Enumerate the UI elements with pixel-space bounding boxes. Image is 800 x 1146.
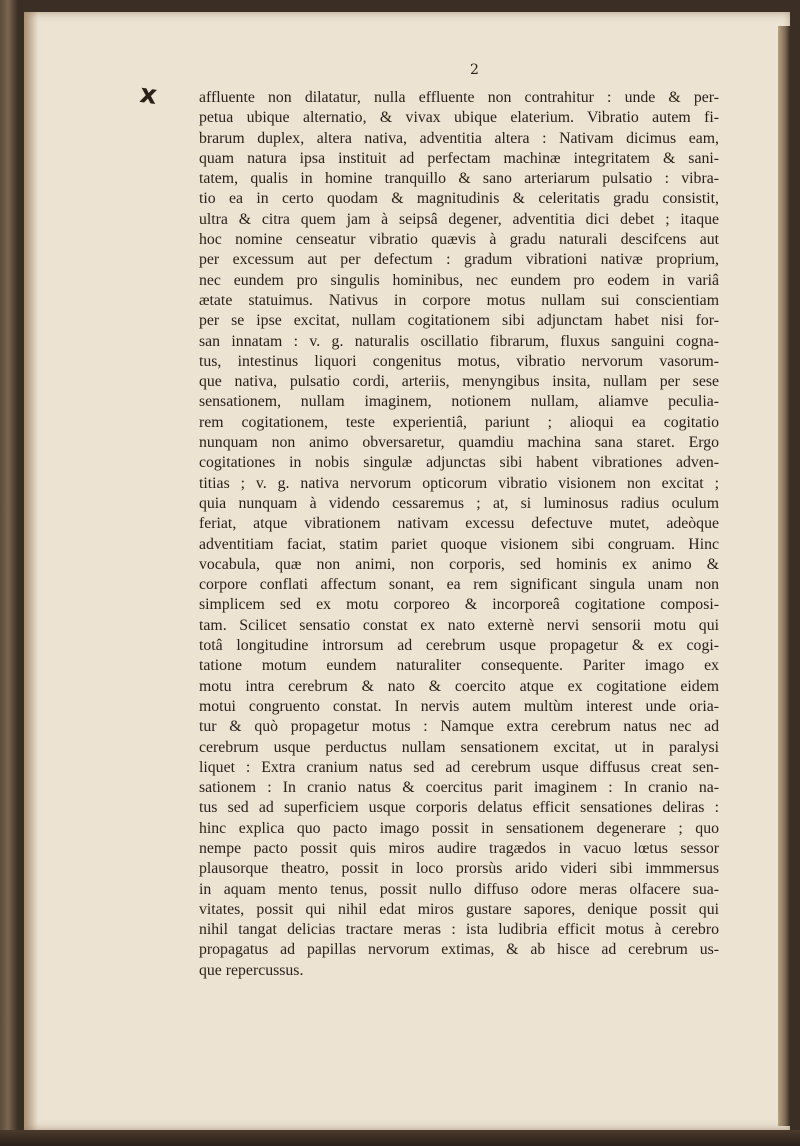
text-line: tus sed ad superficiem usque corporis delatus efficit sensationes deliras : <box>199 799 719 817</box>
text-line: hoc nomine censeatur vibratio quævis à gradu naturali descifcens aut <box>199 231 719 249</box>
margin-handwritten-mark: x <box>137 78 159 112</box>
text-line: plausorque theatro, possit in loco prorsùs arido videri sibi immmersus <box>199 860 719 878</box>
text-line: cerebrum usque perductus nullam sensationem excitat, ut in paralysi <box>199 738 719 756</box>
text-line: tio ea in certo quodam & magnitudinis & celeritatis gradu consistit, <box>199 190 719 208</box>
text-line: motu intra cerebrum & nato & coercito atque ex cogitatione eidem <box>199 677 719 695</box>
page-fore-edge <box>778 26 790 1126</box>
text-line: tus, intestinus liquori congenitus motus, vibratio nervorum vasorum- <box>199 352 719 370</box>
text-line: quia nunquam à videndo cessaremus ; at, si luminosus radius oculum <box>199 494 719 512</box>
text-line: nihil tangat delicias tractare meras : ista ludibria efficit motus à cerebro <box>199 921 719 939</box>
text-line: feriat, atque vibrationem nativam excessu defectuve mutet, adeòque <box>199 515 719 533</box>
text-line: totâ longitudine introrsum ad cerebrum usque propagetur & ex cogi- <box>199 637 719 655</box>
text-line: sensationem, nullam imaginem, notionem nullam, aliamve peculia- <box>199 393 719 411</box>
text-line: per se ipse excitat, nullam cogitationem sibi adjunctam habet nisi for- <box>199 312 719 330</box>
text-line: nec eundem pro singulis hominibus, nec eundem pro eodem in variâ <box>199 271 719 289</box>
text-line: affluente non dilatatur, nulla effluente non contrahitur : unde & per- <box>199 89 719 106</box>
text-line: adventitiam faciat, statim pariet quoque visionem sibi congruam. Hinc <box>199 535 719 553</box>
text-line: propagatus ad papillas nervorum extimas, & ab hisce ad cerebrum us- <box>199 941 719 959</box>
text-line: que repercussus. <box>199 961 304 979</box>
text-line: ætate statuimus. Nativus in corpore motus nullam sui conscientiam <box>199 291 719 309</box>
text-line: simplicem sed ex motu corporeo & incorporeâ cogitatione composi- <box>199 596 719 614</box>
text-line: tur & quò propagetur motus : Namque extra cerebrum natus nec ad <box>199 718 719 736</box>
text-line: vitates, possit qui nihil edat miros gustare sapores, denique possit qui <box>199 900 719 918</box>
text-line: ultra & citra quem jam à seipsâ degener, adventitia dici debet ; itaque <box>199 210 719 228</box>
book-page <box>24 12 790 1130</box>
text-line: san innatam : v. g. naturalis oscillatio fibrarum, fluxus sanguini cogna- <box>199 332 719 350</box>
text-line: liquet : Extra cranium natus sed ad cerebrum usque diffusus creat sen- <box>199 758 719 776</box>
text-line: tatione motum eundem naturaliter consequente. Pariter imago ex <box>199 657 719 675</box>
text-line: cogitationes in nobis singulæ adjunctas sibi habent vibrationes adven- <box>199 454 719 472</box>
text-line: hinc explica quo pacto imago possit in sensationem degenerare ; quo <box>199 819 719 837</box>
text-line: motui congruento constat. In nervis autem multùm interest unde oria- <box>199 697 719 715</box>
text-line: titias ; v. g. nativa nervorum opticorum vibratio visionem non excitat ; <box>199 474 719 492</box>
text-line: nempe pacto possit quis miros audire tragædos in vacuo lœtus sessor <box>199 839 719 857</box>
latin-body-text <box>199 88 719 981</box>
scan-bottom-edge <box>0 1130 800 1146</box>
text-line: tatem, qualis in homine tranquillo & sano arteriarum pulsatio : vibra- <box>199 170 719 188</box>
text-line: nunquam non animo obversaretur, quamdiu machina sana staret. Ergo <box>199 434 719 452</box>
text-line: brarum duplex, altera nativa, adventitia altera : Nativam dicimus eam, <box>199 129 719 147</box>
text-line: petua ubique alternatio, & vivax ubique elaterium. Vibratio autem fi- <box>199 109 719 127</box>
page-gutter-shadow <box>24 12 38 1130</box>
text-line: que nativa, pulsatio cordi, arteriis, menyngibus insita, nullam per sese <box>199 373 719 391</box>
text-line: vocabula, quæ non animi, non corporis, sed hominis ex animo & <box>199 555 719 573</box>
text-line: sationem : In cranio natus & coercitus parit imaginem : In cranio na- <box>199 779 719 797</box>
text-line: quam natura ipsa instituit ad perfectam machinæ integritatem & sani- <box>199 149 719 167</box>
text-line: per excessum aut per defectum : gradum vibrationi nativæ proprium, <box>199 251 719 269</box>
text-line: tam. Scilicet sensatio constat ex nato externè nervi sensorii motu qui <box>199 616 719 634</box>
text-line: corpore conflati affectum sonant, ea rem significant singula unam non <box>199 576 719 594</box>
page-number: 2 <box>470 62 479 78</box>
text-line: in aquam mento tenus, possit nullo diffuso odore meras olfacere sua- <box>199 880 719 898</box>
text-line: rem cogitationem, teste experientiâ, pariunt ; alioqui ea cogitatio <box>199 413 719 431</box>
